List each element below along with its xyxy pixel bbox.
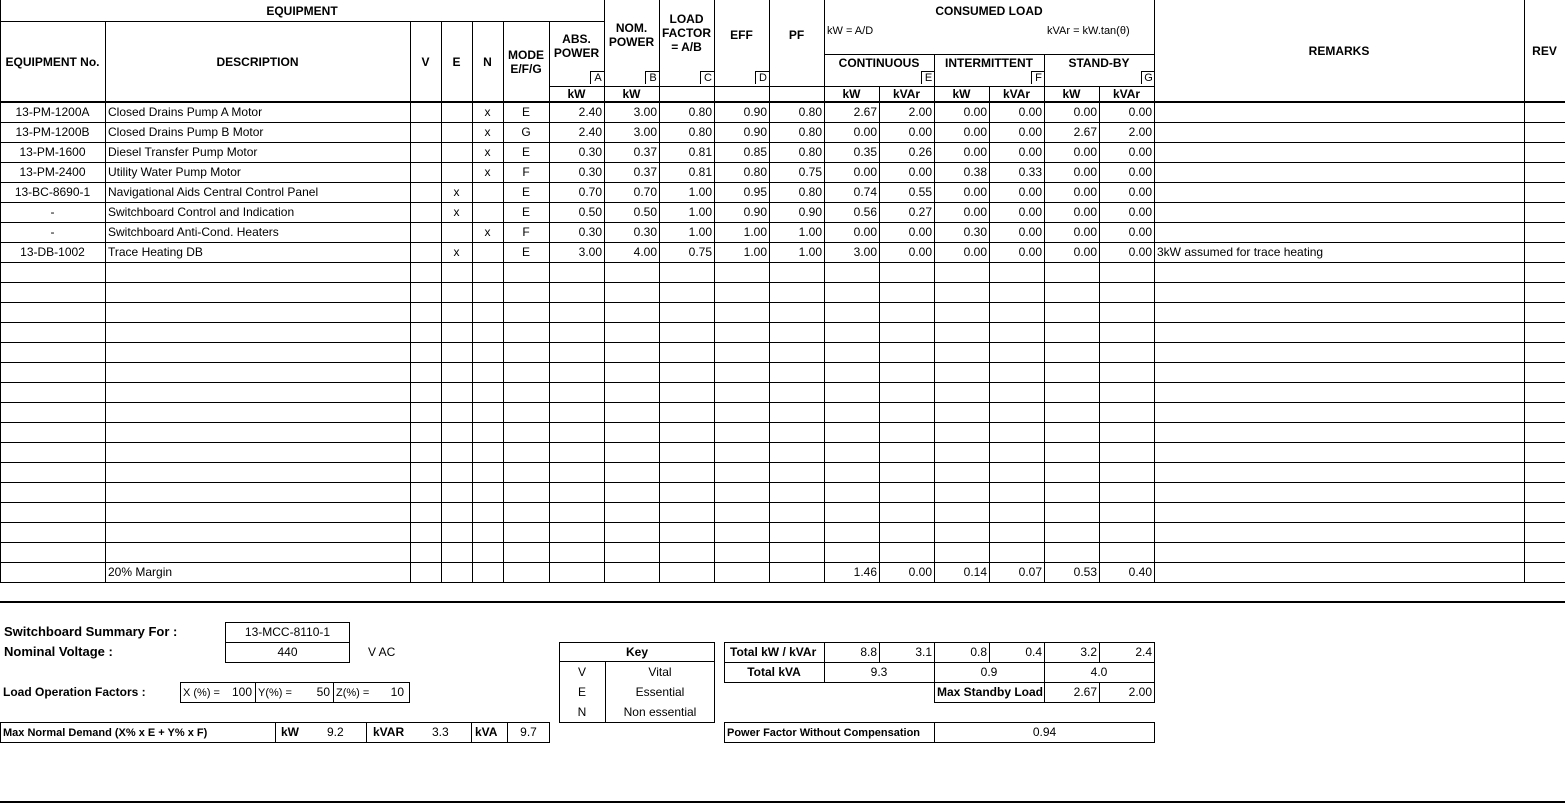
efficiency: 0.90 <box>743 105 767 119</box>
int-kvar: 0.00 <box>1018 105 1042 119</box>
total-kva-label: Total kVA <box>747 665 801 679</box>
nom-power: 0.37 <box>633 145 657 159</box>
efficiency: 1.00 <box>743 225 767 239</box>
efficiency: 0.90 <box>743 125 767 139</box>
mnd-kw-label: kW <box>281 725 299 739</box>
lof-label: Load Operation Factors : <box>3 685 146 699</box>
load-factor-header: LOAD FACTOR = A/B <box>661 12 712 54</box>
sb-kw: 0.00 <box>1073 245 1097 259</box>
mnd-kvar: 3.3 <box>432 725 449 739</box>
int-kw: 0.38 <box>963 165 987 179</box>
n-flag: x <box>484 225 491 239</box>
sb-kvar: 0.00 <box>1128 225 1152 239</box>
sb-kw: 2.67 <box>1073 125 1097 139</box>
y-value: 50 <box>316 685 330 699</box>
sb-kw-unit: kW <box>1062 87 1081 101</box>
nom-power: 0.30 <box>633 225 657 239</box>
cont-kw: 0.74 <box>853 185 877 199</box>
cont-kvar: 0.00 <box>908 165 932 179</box>
int-kw-unit: kW <box>952 87 971 101</box>
section-divider <box>0 601 1565 603</box>
key-code: N <box>577 705 587 719</box>
mode: F <box>522 165 530 179</box>
mode: F <box>522 225 530 239</box>
margin-cont-kvar: 0.00 <box>908 565 932 579</box>
int-kw: 0.00 <box>963 185 987 199</box>
equipment-no: 13-DB-1002 <box>20 245 85 259</box>
nom-power: 4.00 <box>633 245 657 259</box>
margin-cont-kw: 1.46 <box>853 565 877 579</box>
mode: E <box>521 205 530 219</box>
abs-power: 2.40 <box>578 105 602 119</box>
efficiency: 1.00 <box>743 245 767 259</box>
remarks-header: REMARKS <box>1308 44 1370 58</box>
mode-header: MODE E/F/G <box>508 48 544 76</box>
description: Trace Heating DB <box>108 245 203 259</box>
description: Switchboard Control and Indication <box>108 205 295 219</box>
n-header: N <box>483 55 492 69</box>
key-meaning: Essential <box>635 685 685 699</box>
equipment-no: 13-PM-1200A <box>15 105 90 119</box>
total-s-kva: 4.0 <box>1090 665 1108 679</box>
e-header: E <box>452 55 461 69</box>
int-kvar: 0.00 <box>1018 225 1042 239</box>
total-i-kva: 0.9 <box>980 665 998 679</box>
key-meaning: Non essential <box>623 705 697 719</box>
nom-power: 0.70 <box>633 185 657 199</box>
cont-kvar: 0.00 <box>908 245 932 259</box>
mnd-label: Max Normal Demand (X% x E + Y% x F) <box>3 727 208 739</box>
description: Navigational Aids Central Control Panel <box>108 185 319 199</box>
abs-power: 0.30 <box>578 225 602 239</box>
int-kw: 0.00 <box>963 245 987 259</box>
mnd-kva-label: kVA <box>475 725 498 739</box>
mode: E <box>521 105 530 119</box>
z-value: 10 <box>390 685 404 699</box>
power-factor: 1.00 <box>798 245 822 259</box>
equipment-header: EQUIPMENT <box>266 4 338 18</box>
power-factor: 0.80 <box>798 145 822 159</box>
int-kw: 0.00 <box>963 145 987 159</box>
equipment-no: 13-PM-1200B <box>15 125 90 139</box>
pf-header: PF <box>788 28 805 42</box>
n-flag: x <box>484 125 491 139</box>
cont-kw: 0.00 <box>853 225 877 239</box>
mode: E <box>521 185 530 199</box>
nom-power: 0.50 <box>633 205 657 219</box>
load-factor: 0.81 <box>688 145 712 159</box>
int-kvar-unit: kVAr <box>1002 87 1031 101</box>
max-standby-kw: 2.67 <box>1073 685 1097 699</box>
abs-power: 0.50 <box>578 205 602 219</box>
power-factor: 0.80 <box>798 105 822 119</box>
y-label: Y(%) = <box>258 687 292 699</box>
int-letter: F <box>1031 71 1045 84</box>
power-factor: 1.00 <box>798 225 822 239</box>
abs-power: 3.00 <box>578 245 602 259</box>
margin-sb-kvar: 0.40 <box>1128 565 1152 579</box>
nom-letter: B <box>645 71 660 84</box>
total-s-kvar: 2.4 <box>1135 645 1152 659</box>
efficiency: 0.80 <box>743 165 767 179</box>
pf-label: Power Factor Without Compensation <box>727 727 921 739</box>
int-kvar: 0.00 <box>1018 125 1042 139</box>
x-value: 100 <box>231 685 252 699</box>
power-factor: 0.90 <box>798 205 822 219</box>
z-label: Z(%) = <box>336 687 370 699</box>
n-flag: x <box>484 145 491 159</box>
lf-letter: C <box>700 71 715 84</box>
sb-kvar: 0.00 <box>1128 105 1152 119</box>
cont-kvar: 0.55 <box>908 185 932 199</box>
key-meaning: Vital <box>648 665 672 679</box>
sb-letter: G <box>1141 71 1155 84</box>
max-standby-kvar: 2.00 <box>1128 685 1152 699</box>
total-kw-label: Total kW / kVAr <box>730 645 817 659</box>
cont-kvar: 0.26 <box>908 145 932 159</box>
sb-kvar: 0.00 <box>1128 205 1152 219</box>
load-factor: 0.81 <box>688 165 712 179</box>
int-kw: 0.30 <box>963 225 987 239</box>
efficiency: 0.90 <box>743 205 767 219</box>
int-kvar: 0.00 <box>1018 145 1042 159</box>
int-kvar: 0.00 <box>1018 185 1042 199</box>
mnd-kw: 9.2 <box>327 725 344 739</box>
cont-kw: 2.67 <box>853 105 877 119</box>
sb-kw: 0.00 <box>1073 185 1097 199</box>
abs-power: 0.70 <box>578 185 602 199</box>
int-kw: 0.00 <box>963 205 987 219</box>
int-kvar: 0.33 <box>1018 165 1042 179</box>
equipment-no: - <box>50 225 55 239</box>
mode: E <box>521 145 530 159</box>
eff-letter: D <box>755 71 770 84</box>
abs-power: 0.30 <box>578 145 602 159</box>
x-label: X (%) = <box>183 687 220 699</box>
load-factor: 0.80 <box>688 105 712 119</box>
sb-kw: 0.00 <box>1073 105 1097 119</box>
abs-unit: kW <box>567 87 586 101</box>
equipment-no: 13-PM-2400 <box>19 165 86 179</box>
nom-power: 0.37 <box>633 165 657 179</box>
eff-header: EFF <box>730 28 753 42</box>
description: Closed Drains Pump B Motor <box>108 125 264 139</box>
efficiency: 0.85 <box>743 145 767 159</box>
int-kw: 0.00 <box>963 105 987 119</box>
v-header: V <box>421 55 430 69</box>
cont-kvar: 0.00 <box>908 125 932 139</box>
n-flag: x <box>484 105 491 119</box>
sb-kw: 0.00 <box>1073 145 1097 159</box>
cont-kvar: 2.00 <box>908 105 932 119</box>
total-c-kva: 9.3 <box>870 665 888 679</box>
key-title: Key <box>625 645 648 659</box>
max-standby-label: Max Standby Load <box>937 685 1044 699</box>
voltage-label: Nominal Voltage : <box>4 644 113 659</box>
standby-header: STAND-BY <box>1068 56 1130 70</box>
key-code: V <box>577 665 586 679</box>
nom-power: 3.00 <box>633 125 657 139</box>
load-factor: 1.00 <box>688 225 712 239</box>
continuous-header: CONTINUOUS <box>838 56 920 70</box>
total-c-kvar: 3.1 <box>915 645 932 659</box>
abs-power-header: ABS. POWER <box>553 32 600 60</box>
power-factor: 0.75 <box>798 165 822 179</box>
voltage-unit: V AC <box>368 645 396 659</box>
sb-kvar: 2.00 <box>1128 125 1152 139</box>
kw-formula: kW = A/D <box>827 25 874 37</box>
sb-kvar: 0.00 <box>1128 145 1152 159</box>
power-factor: 0.80 <box>798 185 822 199</box>
load-factor: 1.00 <box>688 205 712 219</box>
rev-header: REV <box>1532 44 1557 58</box>
int-kvar: 0.00 <box>1018 205 1042 219</box>
abs-letter: A <box>590 71 605 84</box>
description: Diesel Transfer Pump Motor <box>108 145 258 159</box>
description: Closed Drains Pump A Motor <box>108 105 263 119</box>
margin-sb-kw: 0.53 <box>1073 565 1097 579</box>
mnd-kva: 9.7 <box>520 725 537 739</box>
n-flag: x <box>484 165 491 179</box>
margin-int-kw: 0.14 <box>963 565 987 579</box>
equipment-no-header: EQUIPMENT No. <box>5 55 100 69</box>
total-s-kw: 3.2 <box>1080 645 1097 659</box>
voltage-value: 440 <box>225 642 350 663</box>
int-kvar: 0.00 <box>1018 245 1042 259</box>
efficiency: 0.95 <box>743 185 767 199</box>
total-i-kvar: 0.4 <box>1025 645 1042 659</box>
e-flag: x <box>453 205 460 219</box>
kvar-formula: kVAr = kW.tan(θ) <box>1047 25 1130 37</box>
switchboard-label: Switchboard Summary For : <box>4 624 178 639</box>
cont-kw: 3.00 <box>853 245 877 259</box>
abs-power: 2.40 <box>578 125 602 139</box>
consumed-load-header: CONSUMED LOAD <box>935 4 1043 18</box>
description-header: DESCRIPTION <box>216 55 299 69</box>
switchboard-value: 13-MCC-8110-1 <box>225 622 350 643</box>
margin-label: 20% Margin <box>108 565 173 579</box>
mnd-kvar-label: kVAR <box>373 725 405 739</box>
equipment-no: - <box>50 205 55 219</box>
description: Switchboard Anti-Cond. Heaters <box>108 225 279 239</box>
e-flag: x <box>453 245 460 259</box>
cont-kw: 0.00 <box>853 165 877 179</box>
total-i-kw: 0.8 <box>970 645 987 659</box>
sb-kvar: 0.00 <box>1128 165 1152 179</box>
remarks: 3kW assumed for trace heating <box>1157 245 1324 259</box>
cont-kw: 0.35 <box>853 145 877 159</box>
e-flag: x <box>453 185 460 199</box>
nom-power-header: NOM. POWER <box>608 21 655 49</box>
total-c-kw: 8.8 <box>860 645 877 659</box>
sb-kvar: 0.00 <box>1128 185 1152 199</box>
power-factor: 0.80 <box>798 125 822 139</box>
load-factor: 0.80 <box>688 125 712 139</box>
cont-kvar: 0.00 <box>908 225 932 239</box>
equipment-no: 13-BC-8690-1 <box>14 185 91 199</box>
pf-value: 0.94 <box>1032 725 1057 739</box>
description: Utility Water Pump Motor <box>108 165 241 179</box>
sb-kvar: 0.00 <box>1128 245 1152 259</box>
abs-power: 0.30 <box>578 165 602 179</box>
equipment-no: 13-PM-1600 <box>19 145 86 159</box>
sb-kw: 0.00 <box>1073 165 1097 179</box>
cont-kw: 0.56 <box>853 205 877 219</box>
intermittent-header: INTERMITTENT <box>945 56 1033 70</box>
cont-kw: 0.00 <box>853 125 877 139</box>
load-factor: 1.00 <box>688 185 712 199</box>
cont-kvar: 0.27 <box>908 205 932 219</box>
sb-kw: 0.00 <box>1073 205 1097 219</box>
nom-power: 3.00 <box>633 105 657 119</box>
cont-letter: E <box>921 71 935 84</box>
load-factor: 0.75 <box>688 245 712 259</box>
key-code: E <box>577 685 586 699</box>
cont-kw-unit: kW <box>842 87 861 101</box>
cont-kvar-unit: kVAr <box>892 87 921 101</box>
sb-kw: 0.00 <box>1073 225 1097 239</box>
nom-unit: kW <box>622 87 641 101</box>
int-kw: 0.00 <box>963 125 987 139</box>
mode: E <box>521 245 530 259</box>
mode: G <box>521 125 531 139</box>
sb-kvar-unit: kVAr <box>1112 87 1141 101</box>
margin-int-kvar: 0.07 <box>1018 565 1042 579</box>
